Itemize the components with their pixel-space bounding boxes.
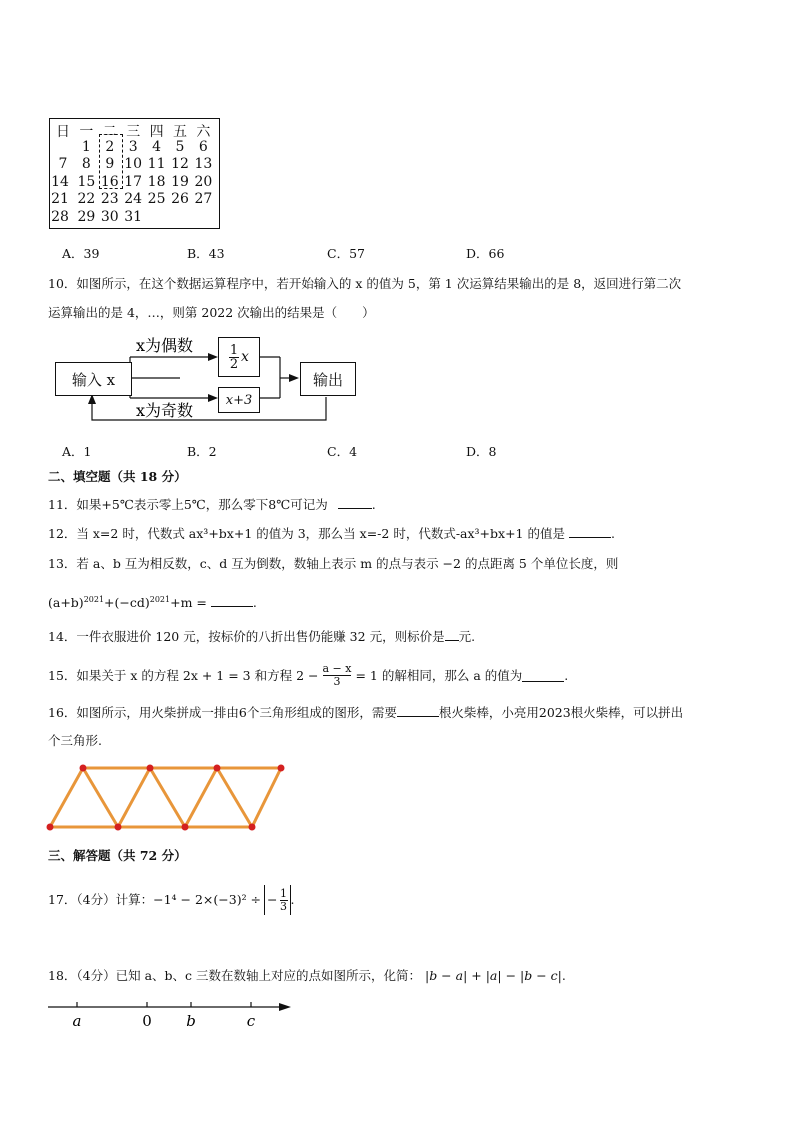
calendar-day-cell: 7 bbox=[58, 156, 68, 172]
option-d: D．66 bbox=[466, 246, 505, 261]
calendar-day-cell: 22 bbox=[77, 191, 96, 207]
calendar-day-cell: 20 bbox=[194, 173, 213, 190]
option-b: B．43 bbox=[187, 246, 225, 261]
calendar-day-cell: 11 bbox=[147, 156, 166, 172]
section-2-title: 二、填空题（共 18 分） bbox=[48, 469, 187, 484]
q18-end: . bbox=[561, 968, 566, 983]
q14 bbox=[48, 628, 475, 645]
q15-end: . bbox=[564, 667, 569, 683]
calendar-day-cell: 17 bbox=[124, 173, 143, 190]
q15 bbox=[48, 663, 568, 688]
match-head bbox=[147, 765, 154, 772]
calendar-day-cell: 27 bbox=[194, 191, 213, 207]
match-head bbox=[80, 765, 87, 772]
q12-text: 12．当 x=2 时，代数式 ax³+bx+1 的值为 3，那么当 x=-2 时，代数式-ax³+bx+1 的值是 bbox=[48, 526, 565, 541]
q14-end: 元. bbox=[458, 629, 476, 644]
match-stick bbox=[150, 768, 185, 827]
q17-text: 17．（4分）计算： bbox=[48, 892, 154, 907]
option-a: A．39 bbox=[62, 246, 100, 261]
calendar-day-cell: 25 bbox=[147, 191, 166, 207]
calendar-day-cell: 16 bbox=[100, 173, 119, 190]
arrow-even bbox=[208, 353, 218, 361]
match-stick bbox=[118, 768, 150, 827]
calendar-header-cell: 一 bbox=[79, 124, 94, 140]
q17-frac-den: 3 bbox=[280, 899, 288, 913]
q17 bbox=[48, 885, 295, 915]
q10-line2: 运算输出的是 4，…，则第 2022 次输出的结果是（ ） bbox=[48, 305, 375, 320]
flow-odd-label: x为奇数 bbox=[136, 401, 194, 420]
flow-plus3-box: x+3 bbox=[218, 387, 260, 413]
match-stick bbox=[217, 768, 252, 827]
q16-blank bbox=[397, 704, 439, 717]
number-line-label: c bbox=[246, 1012, 256, 1030]
q10-line1: 10．如图所示，在这个数据运算程序中，若开始输入的 x 的值为 5，第 1 次运算结果输出的是 8，返回进行第二次 bbox=[48, 276, 682, 291]
q17-end: . bbox=[290, 892, 295, 907]
option-c: C．4 bbox=[327, 444, 358, 459]
q17-frac-num: 1 bbox=[280, 886, 288, 900]
calendar-day-cell: 2 bbox=[105, 138, 115, 155]
match-head bbox=[214, 765, 221, 772]
q17-fraction bbox=[280, 888, 288, 913]
calendar-header-cell: 二 bbox=[102, 124, 117, 140]
match-head bbox=[115, 824, 122, 831]
calendar-day-cell: 4 bbox=[152, 138, 162, 155]
flow-even-label: x为偶数 bbox=[136, 336, 194, 355]
calendar-header-cell: 四 bbox=[149, 124, 164, 140]
half-variable: x bbox=[241, 349, 249, 365]
option-b: B．2 bbox=[187, 444, 217, 459]
q18-formula: |b − a| + |a| − |b − c| bbox=[425, 968, 562, 983]
calendar-day-cell: 9 bbox=[105, 156, 115, 172]
q15-frac-num: a − x bbox=[322, 662, 352, 675]
match-head bbox=[278, 765, 285, 772]
q18 bbox=[48, 968, 566, 984]
calendar-dashed-frame bbox=[99, 134, 123, 189]
match-head bbox=[182, 824, 189, 831]
match-head bbox=[47, 824, 54, 831]
option-c: C．57 bbox=[327, 246, 365, 261]
calendar-day-cell: 5 bbox=[175, 138, 185, 155]
q13-part-c: +m = bbox=[170, 595, 207, 611]
q13-part-a: (a+b) bbox=[48, 595, 84, 611]
q11-end: . bbox=[371, 497, 376, 512]
q16-text-pre: 16．如图所示，用火柴拼成一排由6个三角形组成的图形，需要 bbox=[48, 705, 397, 720]
calendar-day-cell: 6 bbox=[198, 138, 208, 155]
calendar-day-cell: 14 bbox=[51, 173, 69, 190]
match-stick bbox=[50, 768, 83, 827]
q11-blank bbox=[338, 496, 372, 509]
calendar-header-cell: 五 bbox=[173, 124, 187, 140]
q12 bbox=[48, 525, 615, 542]
calendar-header-cell: 三 bbox=[126, 124, 141, 140]
match-stick bbox=[252, 768, 281, 827]
calendar-day-cell: 19 bbox=[171, 173, 189, 190]
match-head bbox=[249, 824, 256, 831]
q18-text: 18．（4分）已知 a、b、c 三数在数轴上对应的点如图所示，化简： bbox=[48, 968, 422, 983]
q17-abs-sign: − bbox=[267, 892, 278, 907]
calendar-day-cell: 31 bbox=[124, 208, 143, 225]
calendar-day-cell: 8 bbox=[81, 156, 91, 172]
q16-line2: 个三角形. bbox=[48, 733, 102, 748]
number-line-arrow bbox=[279, 1003, 291, 1011]
q13-blank bbox=[211, 594, 253, 607]
q15-text-pre: 15．如果关于 x 的方程 2x + 1 = 3 和方程 2 − bbox=[48, 667, 319, 683]
q14-text: 14．一件衣服进价 120 元，按标价的八折出售仍能赚 32 元，则标价是 bbox=[48, 629, 445, 644]
calendar-header-cell: 六 bbox=[196, 124, 211, 140]
q12-blank bbox=[569, 525, 611, 538]
option-d: D．8 bbox=[466, 444, 497, 459]
q17-formula: −1⁴ − 2×(−3)² ÷ bbox=[153, 892, 262, 907]
q13-exp1: 2021 bbox=[83, 595, 105, 604]
section-3-title: 三、解答题（共 72 分） bbox=[48, 848, 187, 863]
q16-line1 bbox=[48, 704, 683, 721]
q11-text: 11．如果+5℃表示零上5℃，那么零下8℃可记为 bbox=[48, 497, 328, 512]
calendar-day-cell: 1 bbox=[81, 138, 91, 155]
arrow-odd bbox=[208, 394, 218, 402]
calendar-day-cell: 30 bbox=[100, 208, 119, 225]
flow-input-box: 输入 x bbox=[55, 362, 132, 396]
match-stick bbox=[185, 768, 217, 827]
q13-exp2: 2021 bbox=[149, 595, 171, 604]
calendar-day-cell: 24 bbox=[124, 191, 143, 207]
q12-end: . bbox=[610, 526, 615, 541]
q13-part-b: +(−cd) bbox=[104, 595, 150, 611]
calendar-day-cell: 15 bbox=[77, 173, 96, 190]
q13-formula bbox=[48, 592, 257, 611]
calendar-day-cell: 21 bbox=[51, 191, 69, 207]
calendar-header-cell: 日 bbox=[56, 124, 70, 140]
option-a: A．1 bbox=[62, 444, 92, 459]
half-denominator: 2 bbox=[229, 356, 239, 372]
number-line-label: a bbox=[72, 1012, 82, 1030]
calendar-day-cell: 18 bbox=[147, 173, 166, 190]
q13-line1: 13．若 a、b 互为相反数，c、d 互为倒数，数轴上表示 m 的点与表示 −2 的点距离 5 个单位长度，则 bbox=[48, 556, 619, 571]
flow-half-box bbox=[218, 337, 260, 377]
q16-text-mid: 根火柴棒，小亮用2023根火柴棒，可以拼出 bbox=[438, 705, 684, 720]
q15-text-mid: = 1 的解相同，那么 a 的值为 bbox=[355, 667, 523, 683]
q15-frac-den: 3 bbox=[333, 675, 341, 688]
calendar-day-cell: 23 bbox=[100, 191, 119, 207]
number-line-label: 0 bbox=[142, 1012, 152, 1030]
calendar-day-cell: 13 bbox=[194, 156, 213, 172]
calendar-day-cell: 29 bbox=[77, 208, 96, 225]
number-line-label: b bbox=[186, 1012, 196, 1030]
q15-fraction bbox=[322, 663, 351, 688]
q11 bbox=[48, 496, 376, 513]
calendar-day-cell: 12 bbox=[171, 156, 189, 172]
arrow-output bbox=[289, 374, 299, 382]
calendar-day-cell: 28 bbox=[51, 208, 69, 225]
q14-blank bbox=[445, 628, 459, 641]
flow-output-box: 输出 bbox=[300, 362, 356, 396]
match-stick bbox=[83, 768, 118, 827]
calendar-day-cell: 10 bbox=[124, 156, 143, 172]
half-numerator: 1 bbox=[229, 342, 239, 358]
number-line bbox=[45, 995, 295, 1030]
matchstick-figure bbox=[40, 760, 300, 835]
calendar-day-cell: 26 bbox=[171, 191, 189, 207]
q17-abs-value bbox=[264, 885, 290, 915]
q13-end: . bbox=[252, 595, 257, 611]
q15-blank bbox=[522, 669, 564, 682]
calendar-day-cell: 3 bbox=[128, 138, 138, 155]
